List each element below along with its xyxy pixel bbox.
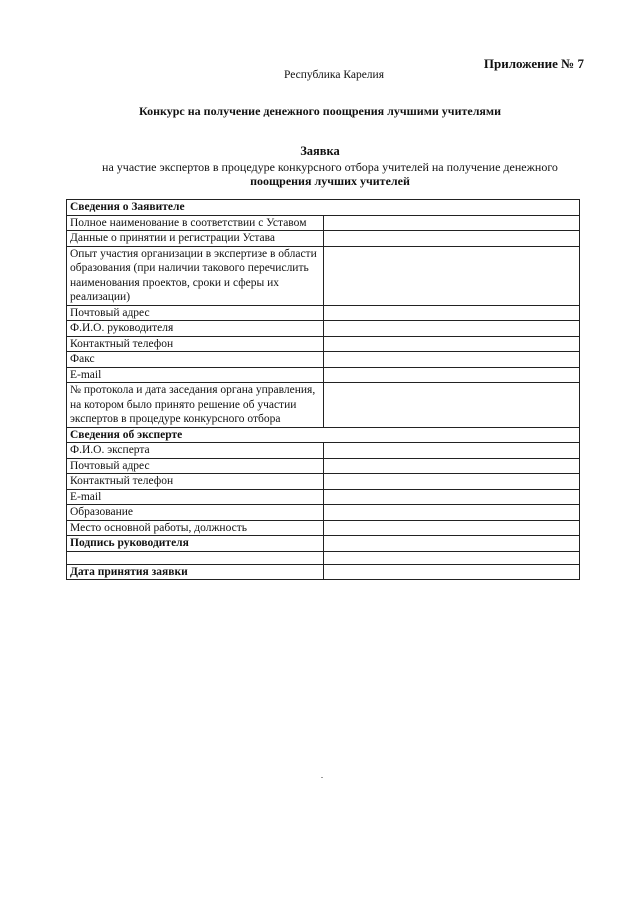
table-row — [67, 321, 580, 337]
table-row — [67, 505, 580, 521]
row-value-cell[interactable] — [324, 520, 580, 536]
applicant-section-header: Сведения о Заявителе — [67, 200, 580, 216]
date-label: Дата принятия заявки — [67, 564, 324, 580]
region-label: Республика Карелия — [283, 69, 384, 81]
scan-dot — [321, 777, 323, 778]
table-row — [67, 520, 580, 536]
signature-row — [67, 536, 580, 552]
table-row — [67, 367, 580, 383]
row-value-cell[interactable] — [324, 458, 580, 474]
row-label: E-mail — [67, 489, 324, 505]
contest-title: Конкурс на получение денежного поощрения лучшими учителями — [138, 104, 502, 118]
table-row — [67, 246, 580, 305]
row-label: Почтовый адрес — [67, 458, 324, 474]
table-row — [67, 231, 580, 247]
application-form-table — [66, 199, 580, 580]
row-value-cell[interactable] — [324, 231, 580, 247]
row-label: Ф.И.О. руководителя — [67, 321, 324, 337]
row-value-cell[interactable] — [324, 489, 580, 505]
row-value-cell[interactable] — [324, 321, 580, 337]
signature-label: Подпись руководителя — [67, 536, 324, 552]
date-row — [67, 564, 580, 580]
signature-line-value-cell[interactable] — [324, 551, 580, 564]
row-label: Данные о принятии и регистрации Устава — [67, 231, 324, 247]
table-row — [67, 489, 580, 505]
row-value-cell[interactable] — [324, 367, 580, 383]
row-value-cell[interactable] — [324, 383, 580, 428]
application-title: Заявка — [300, 144, 340, 158]
row-value-cell[interactable] — [324, 474, 580, 490]
signature-line-row — [67, 551, 580, 564]
section-header-row — [67, 200, 580, 216]
row-value-cell[interactable] — [324, 443, 580, 459]
row-label: № протокола и дата заседания органа управления, на котором было принято решение об участии экспертов в процедуре конкурсного отбора — [67, 383, 324, 428]
appendix-label: Приложение № 7 — [483, 56, 584, 71]
row-label: E-mail — [67, 367, 324, 383]
application-subtitle-line1: на участие экспертов в процедуре конкурсного отбора учителей на получение денежного — [102, 160, 558, 174]
row-label: Полное наименование в соответствии с Уставом — [67, 215, 324, 231]
table-row — [67, 474, 580, 490]
row-label: Контактный телефон — [67, 474, 324, 490]
row-label: Образование — [67, 505, 324, 521]
row-label: Контактный телефон — [67, 336, 324, 352]
row-label: Опыт участия организации в экспертизе в области образования (при наличии такового перечислить наименования проектов, сроки и сферы их реализации) — [67, 246, 324, 305]
table-row — [67, 443, 580, 459]
section-header-row — [67, 427, 580, 443]
row-value-cell[interactable] — [324, 336, 580, 352]
table-row — [67, 336, 580, 352]
table-row — [67, 352, 580, 368]
table-row — [67, 383, 580, 428]
row-label: Место основной работы, должность — [67, 520, 324, 536]
date-cell[interactable] — [324, 564, 580, 580]
row-value-cell[interactable] — [324, 505, 580, 521]
table-row — [67, 458, 580, 474]
signature-cell[interactable] — [324, 536, 580, 552]
row-value-cell[interactable] — [324, 246, 580, 305]
expert-section-header: Сведения об эксперте — [67, 427, 580, 443]
row-label: Ф.И.О. эксперта — [67, 443, 324, 459]
row-value-cell[interactable] — [324, 352, 580, 368]
table-row — [67, 215, 580, 231]
signature-line-cell[interactable] — [67, 551, 324, 564]
row-value-cell[interactable] — [324, 215, 580, 231]
row-label: Почтовый адрес — [67, 305, 324, 321]
row-label: Факс — [67, 352, 324, 368]
table-row — [67, 305, 580, 321]
application-subtitle-line2: поощрения лучших учителей — [250, 174, 410, 188]
row-value-cell[interactable] — [324, 305, 580, 321]
